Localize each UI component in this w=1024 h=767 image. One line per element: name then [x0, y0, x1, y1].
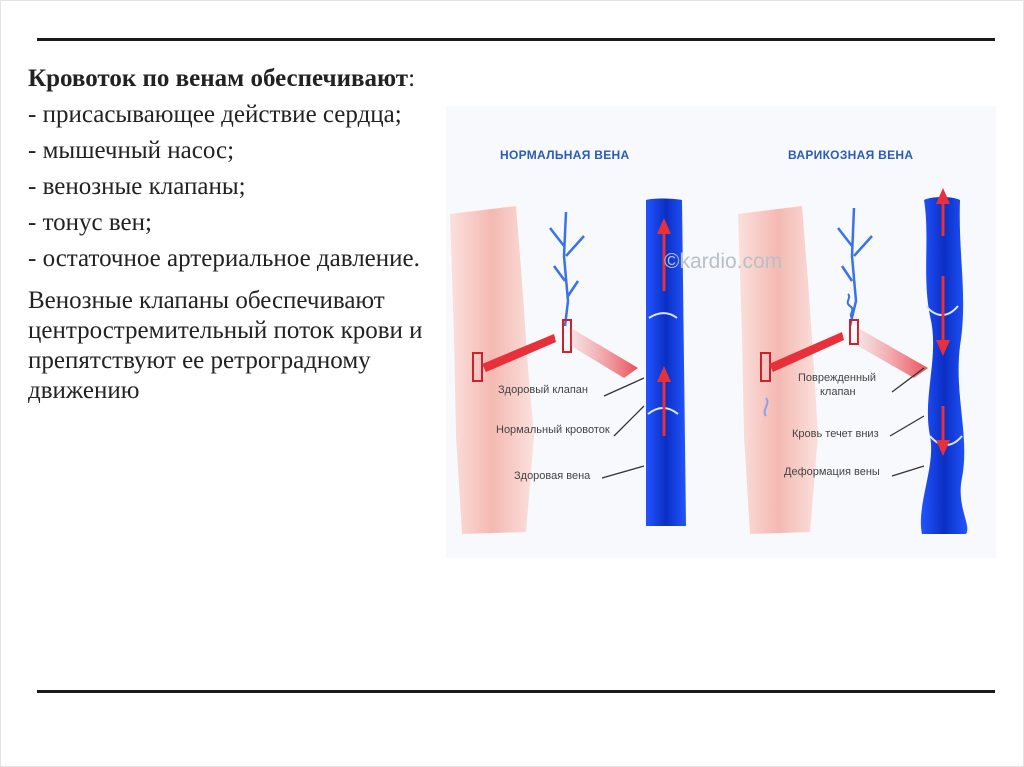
valve-paragraph: Венозные клапаны обеспечивают центростремительный поток крови и препятствуют ее ретроградному движению: [28, 287, 423, 404]
label-normal-flow: Нормальный кровоток: [496, 424, 610, 436]
top-rule: [37, 38, 995, 41]
normal-vein-title: НОРМАЛЬНАЯ ВЕНА: [500, 148, 630, 162]
label-damaged-valve-1: Поврежденный: [798, 372, 877, 384]
list-item: - венозные клапаны;: [28, 173, 246, 200]
list-item: - остаточное артериальное давление.: [28, 245, 420, 272]
label-blood-flows-down: Кровь течет вниз: [792, 428, 879, 440]
label-healthy-vein: Здоровая вена: [514, 470, 591, 482]
label-vein-deformation: Деформация вены: [784, 466, 880, 478]
list-item: - присасывающее действие сердца;: [28, 101, 402, 128]
varicose-vein-title: ВАРИКОЗНАЯ ВЕНА: [788, 148, 914, 162]
vein-diagram: [446, 106, 996, 558]
list-item: - тонус вен;: [28, 209, 152, 236]
vein-diagram-graphic: [446, 106, 996, 558]
label-damaged-valve-2: клапан: [820, 386, 856, 398]
lead-text: [28, 64, 423, 94]
lead-colon: :: [408, 65, 416, 92]
text-content: [28, 64, 423, 406]
label-healthy-valve: Здоровый клапан: [498, 384, 588, 396]
bottom-rule: [37, 690, 995, 693]
watermark: ©kardio.com: [664, 250, 783, 273]
list-item: - мышечный насос;: [28, 137, 235, 164]
lead-bold: Кровоток по венам обеспечивают: [28, 65, 409, 92]
